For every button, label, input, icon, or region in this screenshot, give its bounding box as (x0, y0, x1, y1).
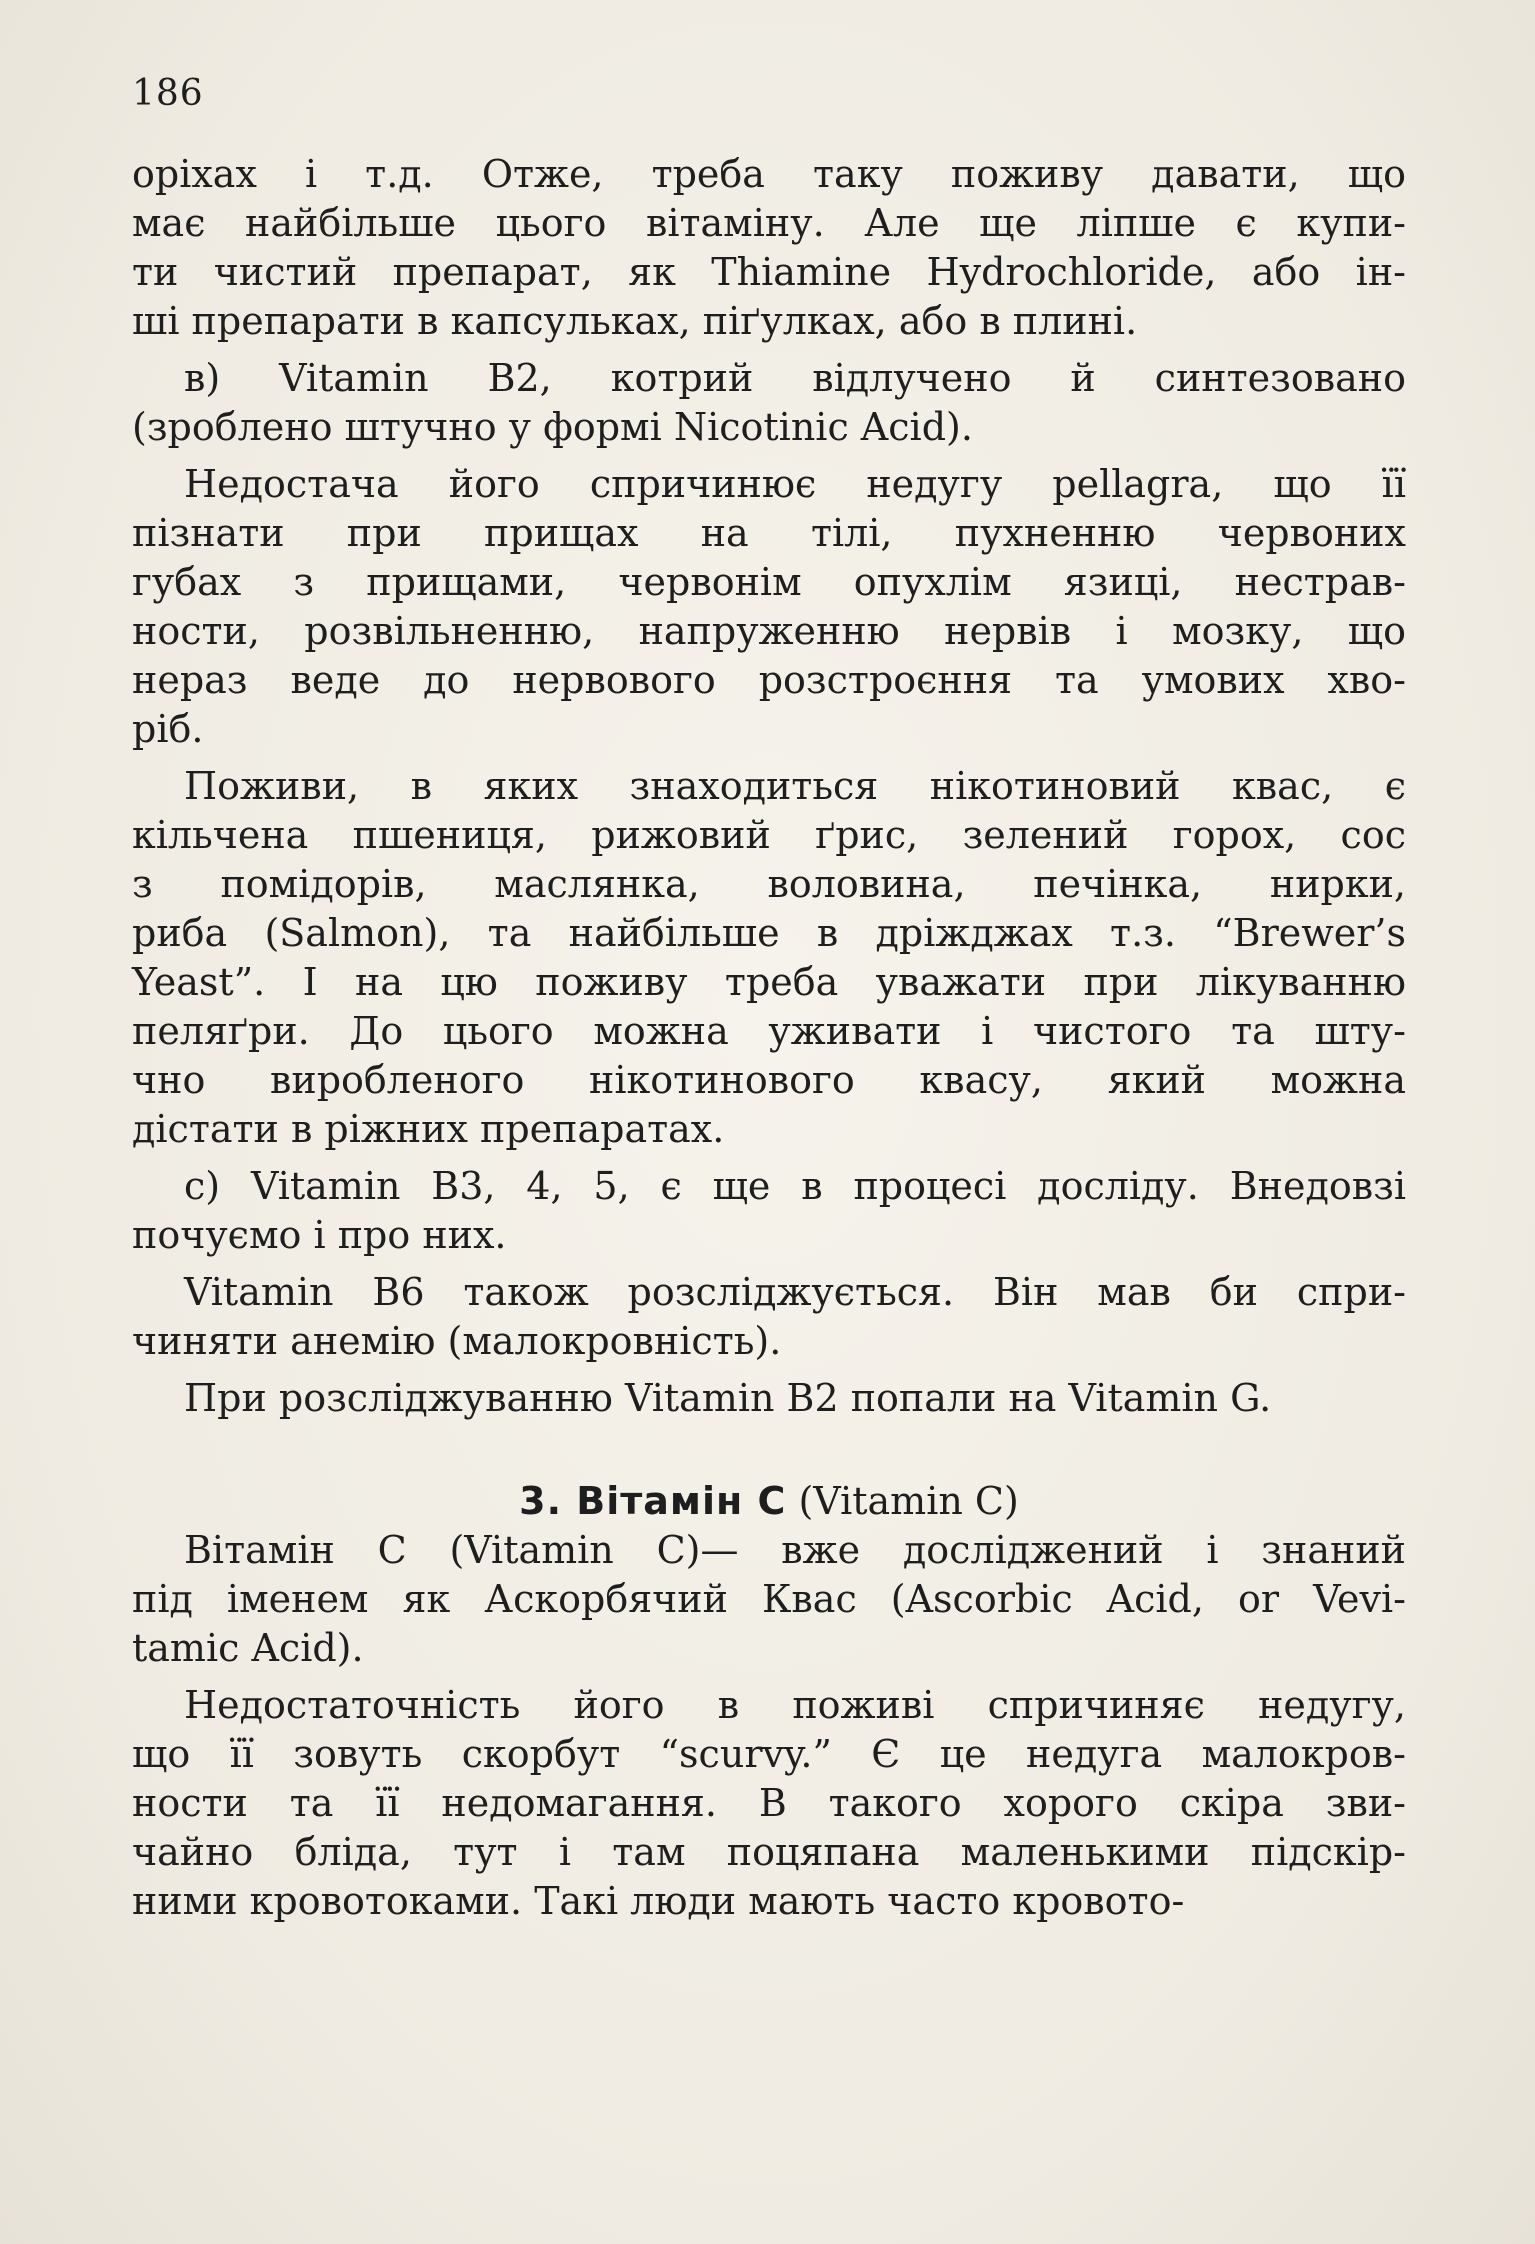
text-line: ними кровотоками. Такі люди мають часто кровото- (132, 1879, 1185, 1923)
page-number: 186 (132, 73, 204, 114)
paragraph (132, 354, 1406, 452)
paragraph (132, 1162, 1406, 1260)
paragraph (132, 1268, 1406, 1366)
text-line: чно виробленого нікотинового квасу, який можна (132, 1058, 1406, 1102)
text-line: дістати в ріжних препаратах. (132, 1107, 725, 1151)
text-line: Недостача його спричинює недугу pellagra, що її (184, 462, 1406, 506)
text-line: ріб. (132, 707, 204, 751)
paragraph (132, 150, 1406, 346)
text-line: пізнати при прищах на тілі, пухненню червоних (132, 511, 1406, 555)
section-heading (132, 1477, 1406, 1526)
text-line: під іменем як Аскорбячий Квас (Ascorbic Acid, or Vevi- (132, 1577, 1406, 1621)
page-body (132, 150, 1406, 1934)
text-line: почуємо і про них. (132, 1213, 507, 1257)
text-line: з помідорів, маслянка, воловина, печінка, нирки, (132, 862, 1406, 906)
text-line: tamic Acid). (132, 1626, 364, 1670)
paragraphs (132, 150, 1406, 1423)
text-line: чайно бліда, тут і там поцяпана маленькими підскір- (132, 1830, 1406, 1874)
text-line: Недостаточність його в поживі спричиняє недугу, (184, 1683, 1406, 1727)
text-line: губах з прищами, червонім опухлім язиці, нестрав- (132, 560, 1406, 604)
text-line: оріхах і т.д. Отже, треба таку поживу давати, що (132, 152, 1406, 196)
paragraph (132, 1681, 1406, 1926)
section-heading-title: 3. Вітамін С (519, 1479, 787, 1523)
text-line: пеляґри. До цього можна уживати і чистого та шту- (132, 1009, 1406, 1053)
text-line: ности та її недомагання. В такого хорого скіра зви- (132, 1781, 1406, 1825)
text-line: (зроблено штучно у формі Nicotinic Acid). (132, 405, 973, 449)
text-line: ші препарати в капсульках, піґулках, або в плині. (132, 299, 1138, 343)
section-heading-subtitle: (Vitamin C) (786, 1479, 1019, 1523)
text-line: кільчена пшениця, рижовий ґрис, зелений горох, сос (132, 813, 1406, 857)
text-line: має найбільше цього вітаміну. Але ще ліпше є купи- (132, 201, 1406, 245)
text-line: риба (Salmon), та найбільше в дріжджах т.з. “Brewer’s (132, 911, 1406, 955)
text-line: ности, розвільненню, напруженню нервів і мозку, що (132, 609, 1406, 653)
text-line: Вітамін С (Vitamin C)— вже досліджений і знаний (184, 1528, 1406, 1572)
section-paragraphs (132, 1526, 1406, 1926)
text-line: що її зовуть скорбут “scurvy.” Є це недуга малокров- (132, 1732, 1406, 1776)
text-line: с) Vitamin B3, 4, 5, є ще в процесі досліду. Внедовзі (184, 1164, 1406, 1208)
paragraph (132, 1374, 1406, 1423)
text-line: При розсліджуванню Vitamin B2 попали на Vitamin G. (184, 1376, 1272, 1420)
paragraph (132, 762, 1406, 1154)
paragraph (132, 460, 1406, 754)
text-line: Yeast”. І на цю поживу треба уважати при лікуванню (132, 960, 1406, 1004)
text-line: Поживи, в яких знаходиться нікотиновий квас, є (184, 764, 1406, 808)
text-line: ти чистий препарат, як Thiamine Hydrochloride, або ін- (132, 250, 1406, 294)
text-line: нераз веде до нервового розстроєння та умових хво- (132, 658, 1406, 702)
paragraph (132, 1526, 1406, 1673)
text-line: Vitamin B6 також розсліджується. Він мав би спри- (184, 1270, 1406, 1314)
text-line: в) Vitamin B2, котрий відлучено й синтезовано (184, 356, 1406, 400)
text-line: чиняти анемію (малокровність). (132, 1319, 782, 1363)
